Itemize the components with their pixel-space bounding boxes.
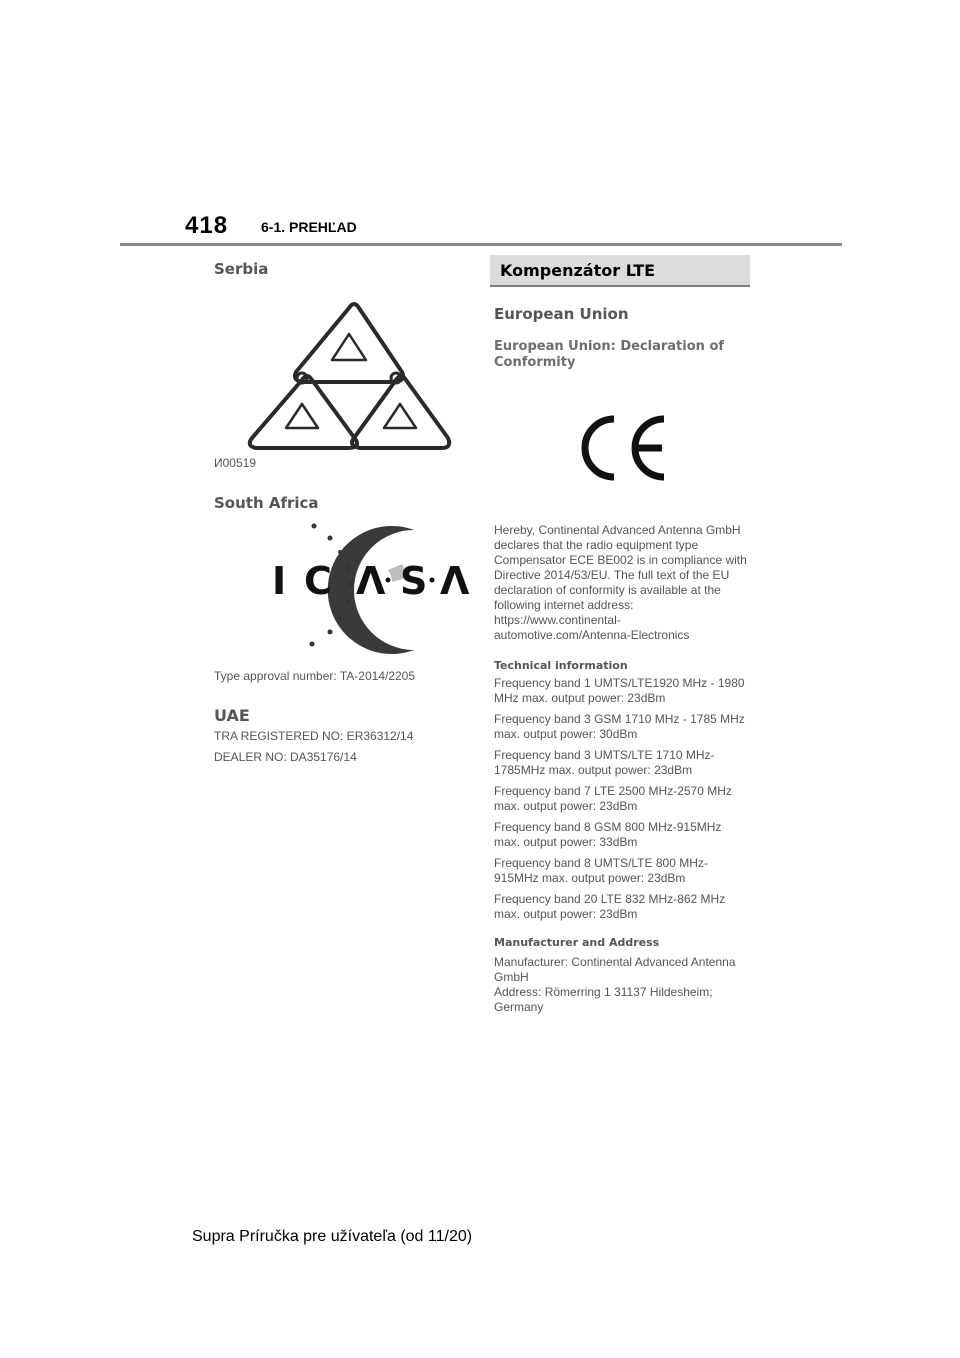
south-africa-heading: South Africa xyxy=(214,494,319,512)
uae-heading: UAE xyxy=(214,706,250,725)
frequency-item: Frequency band 3 GSM 1710 MHz - 1785 MHz max. output power: 30dBm xyxy=(494,712,745,741)
declaration-text: Hereby, Continental Advanced Antenna GmbH declares that the radio equipment type Compensator ECE BE002 is in compliance with Directive 2014/53/EU. The full text of the EU declaration of conformity is available at the following internet address: https://www.continental-automotive.com/Antenna-Electronics xyxy=(494,523,747,642)
frequency-item: Frequency band 20 LTE 832 MHz-862 MHz max. output power: 23dBm xyxy=(494,892,726,921)
icasa-letter-a2: Λ xyxy=(440,559,470,603)
frequency-item: Frequency band 8 GSM 800 MHz-915MHz max. output power: 33dBm xyxy=(494,820,722,849)
frequency-item: Frequency band 3 UMTS/LTE 1710 MHz-1785MHz max. output power: 23dBm xyxy=(494,748,715,777)
icasa-logo xyxy=(264,522,484,657)
serbia-heading: Serbia xyxy=(214,260,269,278)
uae-registered: TRA REGISTERED NO: ER36312/14 xyxy=(214,729,414,743)
section-title: Kompenzátor LTE xyxy=(500,260,656,280)
chapter-title: 6-1. PREHĽAD xyxy=(261,219,357,235)
section-title-bar xyxy=(490,255,750,287)
serbia-code: И00519 xyxy=(214,456,256,470)
ce-mark xyxy=(574,413,674,483)
frequency-list xyxy=(494,676,750,922)
right-column xyxy=(494,255,750,1015)
technical-info-heading: Technical information xyxy=(494,659,628,672)
icasa-letter-i: I xyxy=(272,559,287,603)
footer-manual-title: Supra Príručka pre užívateľa (od 11/20) xyxy=(192,1228,473,1245)
frequency-item: Frequency band 8 UMTS/LTE 800 MHz-915MHz max. output power: 23dBm xyxy=(494,856,708,885)
frequency-item: Frequency band 1 UMTS/LTE1920 MHz - 1980 MHz max. output power: 23dBm xyxy=(494,676,745,705)
eu-declaration-heading: European Union: Declaration of Conformity xyxy=(494,339,725,370)
uae-dealer: DEALER NO: DA35176/14 xyxy=(214,750,357,764)
eu-heading: European Union xyxy=(494,305,629,323)
manufacturer-heading: Manufacturer and Address xyxy=(494,936,660,949)
page-number: 418 xyxy=(185,212,229,239)
serbia-triangle-mark xyxy=(244,290,454,450)
manufacturer-address: Address: Römerring 1 31137 Hildesheim; Germany xyxy=(494,985,713,1014)
manufacturer-name: Manufacturer: Continental Advanced Antenna GmbH xyxy=(494,955,736,984)
frequency-item: Frequency band 7 LTE 2500 MHz-2570 MHz max. output power: 23dBm xyxy=(494,784,732,813)
icasa-letter-s: S xyxy=(400,559,428,603)
icasa-letter-c: C xyxy=(304,559,332,603)
south-africa-approval: Type approval number: TA-2014/2205 xyxy=(214,669,416,683)
icasa-letter-a1: Λ xyxy=(356,559,386,603)
header-divider xyxy=(120,243,842,246)
left-column xyxy=(214,260,470,765)
